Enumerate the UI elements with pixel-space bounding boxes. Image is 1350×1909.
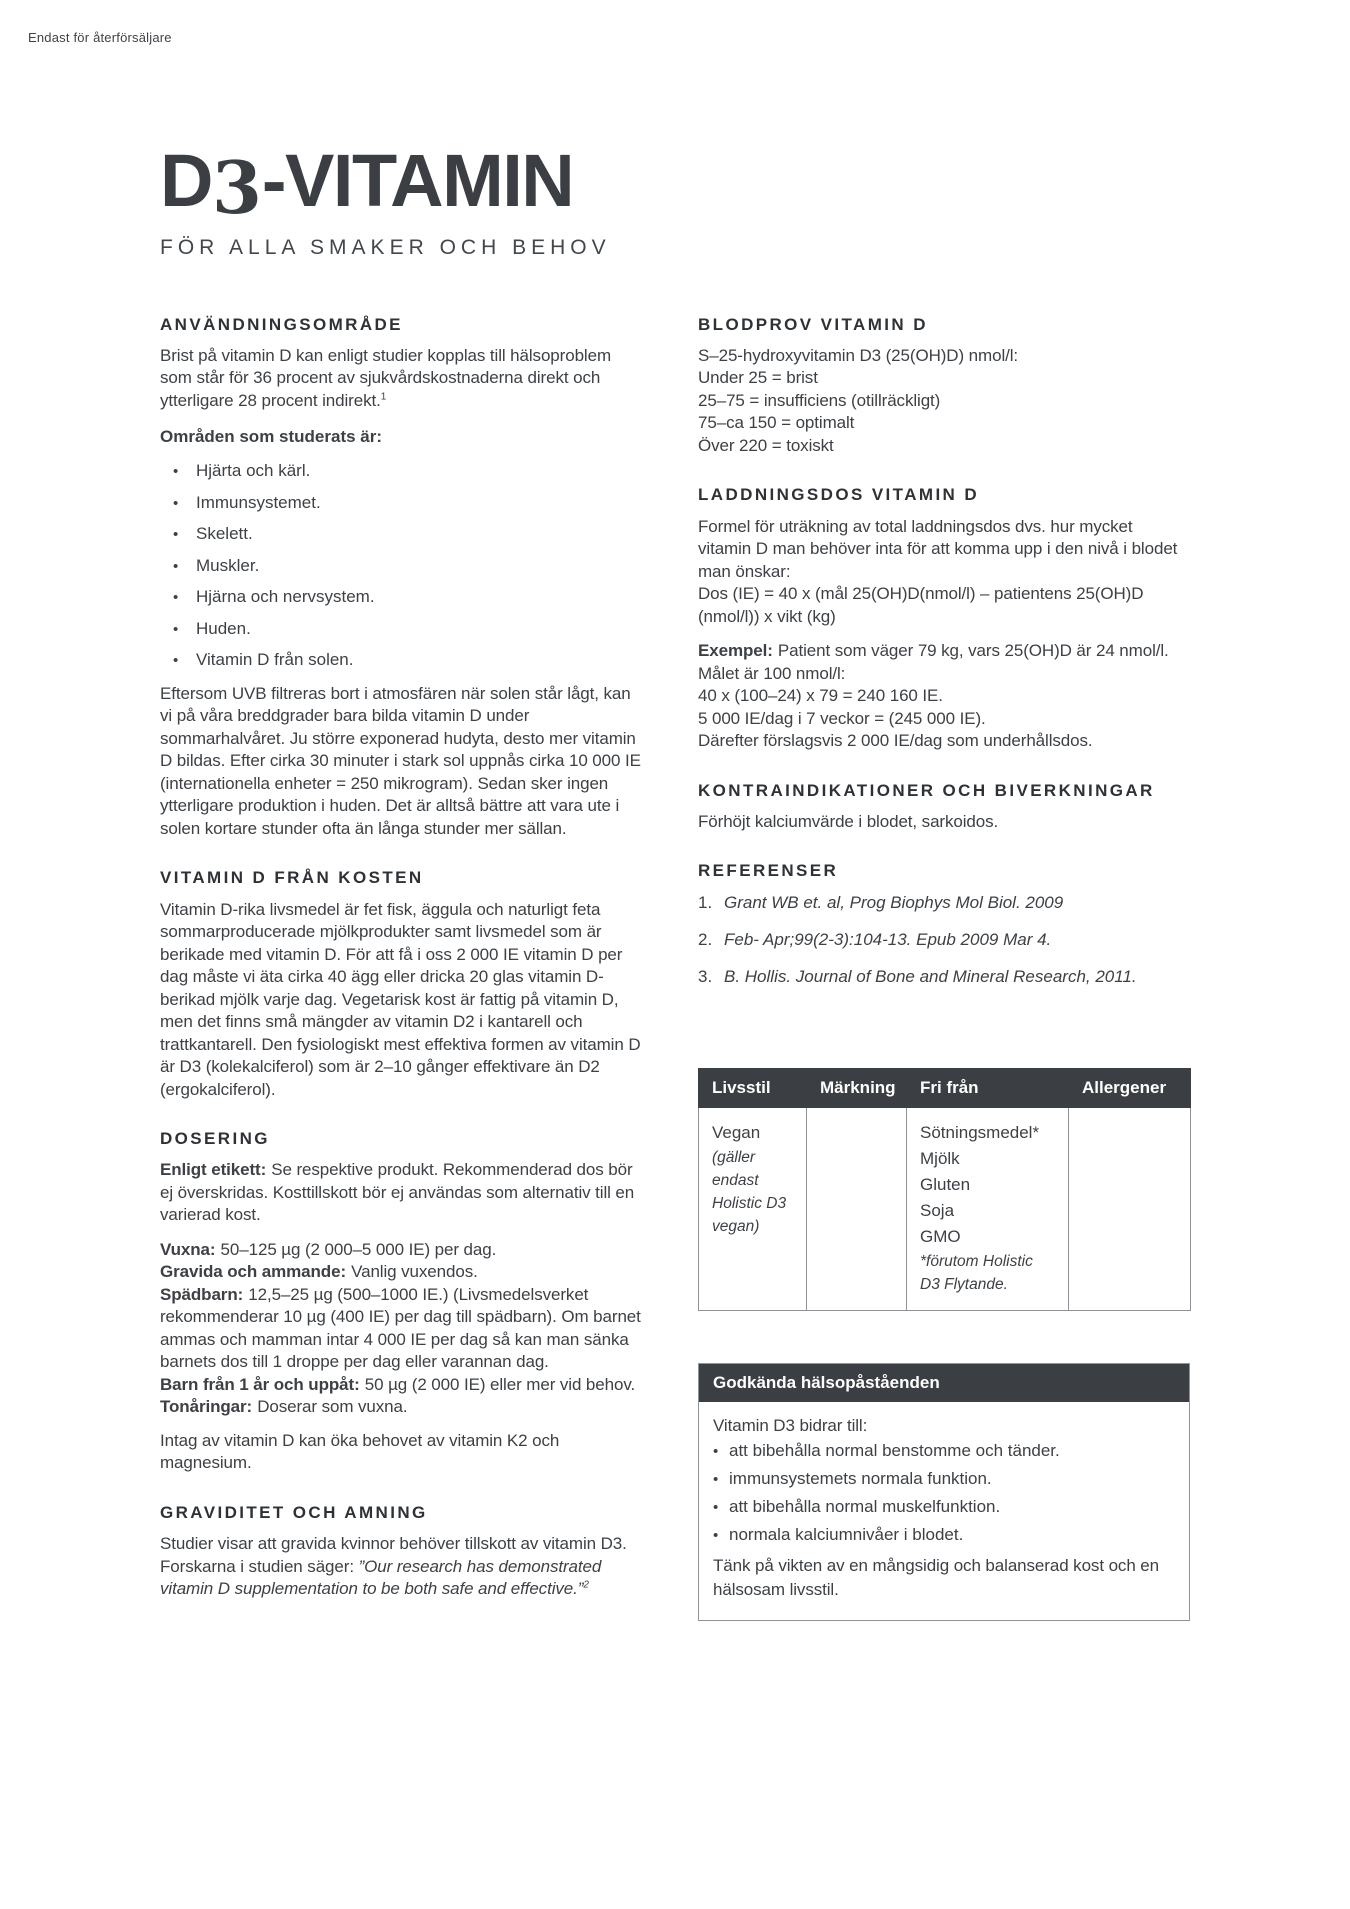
references-heading: REFERENSER [698, 861, 839, 881]
product-attributes-table [698, 1068, 1191, 1311]
cell-lifestyle [699, 1107, 807, 1310]
section-diet [160, 867, 646, 1101]
cell-marking [807, 1107, 907, 1310]
sun-paragraph: Eftersom UVB filtreras bort i atmosfären när solen står lågt, kan vi på våra breddgrader bara bilda vitamin D under sommarhalvåret. Ju större exponerad hudyta, desto mer vitamin D bildas. Efter cirka 30 minuter i stark sol uppnås cirka 10 000 IE (internationella enheter = 250 mikrogram). Sedan sker ingen ytterligare produktion i huden. Det är alltså bättre att vara ute i solen kortare stunder ofta än långa stunder mer sällan. [160, 683, 641, 838]
blood-test-line: S–25-hydroxyvitamin D3 (25(OH)D) nmol/l: [698, 345, 1019, 365]
health-claims-box [698, 1363, 1190, 1622]
list-item: • Skelett. [173, 523, 646, 547]
page-content [160, 139, 1190, 1621]
footnote-ref-2: 2 [583, 1579, 589, 1591]
diet-paragraph: Vitamin D-rika livsmedel är fet fisk, äggula och naturligt feta sommarproducerade mjölkprodukter samt livsmedel som är berikade med vitamin D. För att få i oss 2 000 IE vitamin D per dag måste vi äta cirka 40 ägg eller dricka 20 glas vitamin D-berikad mjölk varje dag. Vegetarisk kost är fattig på vitamin D, men det finns små mängder av vitamin D2 i kantarell och trattkantarell. Den fysiologiskt mest effektiva formen av vitamin D är D3 (kolekalciferol) som är 2–10 gånger effektivare än D2 (ergokalciferol). [160, 899, 641, 1099]
blood-test-line: Under 25 = brist [698, 368, 818, 388]
bullet-icon: • [173, 526, 179, 544]
dose-label: Tonåringar: [160, 1397, 253, 1417]
pregnancy-paragraph: Studier visar att gravida kvinnor behöver tillskott av vitamin D3. Forskarna i studien säger: ”Our research has demonstrated vitamin D supplementation to be both safe and effective.”$^2$ [160, 1534, 627, 1599]
lifestyle-value: Vegan [712, 1122, 761, 1142]
formula-intro: Formel för uträkning av total laddningsdos dvs. hur mycket vitamin D man behöver inta för att komma upp i den nivå i blodet man önskar: [698, 516, 1178, 581]
research-quote: ”Our research has demonstrated vitamin D supplementation to be both safe and effective.” [160, 1556, 602, 1599]
example-label: Exempel: [698, 641, 773, 661]
dose-label: Gravida och ammande: [160, 1262, 347, 1282]
reference-item [698, 929, 1190, 951]
reference-number: 3. [698, 966, 713, 986]
free-from-item: Sötningsmedel* [920, 1122, 1040, 1142]
column-header-allergener: Allergener [1069, 1068, 1191, 1107]
free-from-item: GMO [920, 1226, 961, 1246]
example-calculation [698, 685, 1190, 753]
example-line: Därefter förslagsvis 2 000 IE/dag som underhållsdos. [698, 731, 1093, 751]
dose-label: Enligt etikett: [160, 1160, 267, 1180]
list-item: • Muskler. [173, 555, 646, 579]
blood-test-line: 75–ca 150 = optimalt [698, 413, 855, 433]
reference-text: B. Hollis. Journal of Bone and Mineral Research, 2011. [724, 966, 1137, 986]
blood-test-line: 25–75 = insufficiens (otillräckligt) [698, 390, 941, 410]
claim-item: • att bibehålla normal muskelfunktion. [713, 1493, 1173, 1521]
two-column-layout [160, 314, 1190, 1622]
studied-areas-title: Områden som studerats är: [160, 427, 383, 447]
k2-note: Intag av vitamin D kan öka behovet av vitamin K2 och magnesium. [160, 1430, 560, 1473]
page-title [160, 139, 1190, 231]
list-item: • Hjärna och nervsystem. [173, 586, 646, 610]
page-subtitle: FÖR ALLA SMAKER OCH BEHOV [160, 235, 611, 259]
contraindications-text: Förhöjt kalciumvärde i blodet, sarkoidos. [698, 811, 999, 831]
dosage-heading: DOSERING [160, 1129, 270, 1149]
section-loading-dose [698, 484, 1190, 752]
bullet-icon: • [173, 620, 179, 638]
pregnancy-heading: GRAVIDITET OCH AMNING [160, 1502, 428, 1522]
bullet-icon: • [173, 589, 179, 607]
section-references [698, 860, 1190, 987]
usage-heading: ANVÄNDNINGSOMRÅDE [160, 314, 403, 334]
cell-free-from [907, 1107, 1069, 1310]
contraindications-heading: KONTRAINDIKATIONER OCH BIVERKNINGAR [698, 780, 1155, 800]
free-from-note: *förutom Holistic D3 Flytande. [920, 1252, 1033, 1293]
claim-item: • att bibehålla normal benstomme och tänder. [713, 1437, 1173, 1465]
list-item: • Hjärta och kärl. [173, 460, 646, 484]
reseller-note: Endast för återförsäljare [28, 30, 172, 45]
reference-text: Grant WB et. al, Prog Biophys Mol Biol. 2009 [724, 892, 1064, 912]
blood-test-values [698, 345, 1190, 458]
dose-row: Barn från 1 år och uppåt: 50 µg (2 000 IE) eller mer vid behov. [160, 1374, 636, 1394]
reference-list [698, 892, 1190, 988]
dose-label: Spädbarn: [160, 1284, 244, 1304]
formula: Dos (IE) = 40 x (mål 25(OH)D(nmol/l) – patientens 25(OH)D (nmol/l)) x vikt (kg) [698, 584, 1144, 626]
free-from-item: Mjölk [920, 1148, 960, 1168]
claim-item: • immunsystemets normala funktion. [713, 1465, 1173, 1493]
loading-dose-heading: LADDNINGSDOS VITAMIN D [698, 485, 980, 505]
bullet-icon: • [713, 1527, 719, 1545]
section-contraindications [698, 780, 1190, 834]
health-claims-heading: Godkända hälsopåståenden [699, 1364, 1189, 1402]
dosage-label-note: Enligt etikett: Se respektive produkt. Rekommenderad dos bör ej överskridas. Kosttillskott bör ej användas som alternativ till en varierad kost. [160, 1160, 635, 1225]
right-column [698, 314, 1190, 1622]
title-suffix: -VITAMIN [261, 139, 574, 222]
free-from-item: Gluten [920, 1174, 971, 1194]
bullet-icon: • [173, 652, 179, 670]
health-claims-body [699, 1402, 1189, 1621]
title-numeral: 3 [211, 146, 262, 231]
table-header-row [699, 1068, 1191, 1107]
example-paragraph: Exempel: Patient som väger 79 kg, vars 25(OH)D är 24 nmol/l. Målet är 100 nmol/l: [698, 641, 1169, 683]
dose-row: Vuxna: 50–125 µg (2 000–5 000 IE) per dag. [160, 1239, 497, 1259]
dose-row: Gravida och ammande: Vanlig vuxendos. [160, 1262, 478, 1282]
left-column [160, 314, 646, 1622]
bullet-icon: • [713, 1499, 719, 1517]
cell-allergens [1069, 1107, 1191, 1310]
list-item: • Vitamin D från solen. [173, 649, 646, 673]
list-item: • Immunsystemet. [173, 492, 646, 516]
reference-item [698, 892, 1190, 914]
health-claims-intro: Vitamin D3 bidrar till: [713, 1415, 868, 1435]
column-header-livsstil: Livsstil [699, 1068, 807, 1107]
table-row [699, 1107, 1191, 1310]
bullet-icon: • [173, 557, 179, 575]
column-header-fri-fran: Fri från [907, 1068, 1069, 1107]
dose-label: Vuxna: [160, 1239, 216, 1259]
title-prefix: D [160, 139, 212, 222]
bullet-icon: • [173, 463, 179, 481]
section-usage [160, 314, 646, 841]
example-line: 5 000 IE/dag i 7 veckor = (245 000 IE). [698, 708, 986, 728]
dose-list [160, 1239, 646, 1419]
section-blood-test [698, 314, 1190, 458]
diet-heading: VITAMIN D FRÅN KOSTEN [160, 868, 424, 888]
health-claims-outro: Tänk på vikten av en mångsidig och balanserad kost och en hälsosam livsstil. [713, 1556, 1160, 1600]
section-dosage [160, 1128, 646, 1475]
list-item: • Huden. [173, 618, 646, 642]
example-line: 40 x (100–24) x 79 = 240 160 IE. [698, 686, 943, 706]
studied-areas-list [160, 460, 646, 673]
reference-number: 1. [698, 892, 713, 912]
usage-intro [160, 345, 646, 413]
reference-text: Feb- Apr;99(2-3):104-13. Epub 2009 Mar 4. [724, 929, 1052, 949]
column-header-markning: Märkning [807, 1068, 907, 1107]
dose-row: Tonåringar: Doserar som vuxna. [160, 1397, 408, 1417]
claim-item: • normala kalciumnivåer i blodet. [713, 1521, 1173, 1549]
usage-intro-text: Brist på vitamin D kan enligt studier kopplas till hälsoproblem som står för 36 procent av sjukvårdskostnaderna direkt och ytterligare 28 procent indirekt. [160, 345, 612, 410]
blood-test-line: Över 220 = toxiskt [698, 435, 834, 455]
free-from-item: Soja [920, 1200, 955, 1220]
dose-label: Barn från 1 år och uppåt: [160, 1374, 360, 1394]
reference-number: 2. [698, 929, 713, 949]
bullet-icon: • [173, 494, 179, 512]
footnote-ref-1: 1 [380, 391, 387, 403]
bullet-icon: • [713, 1471, 719, 1489]
bullet-icon: • [713, 1443, 719, 1461]
lifestyle-note: (gäller endast Holistic D3 vegan) [712, 1148, 787, 1235]
health-claims-list [713, 1437, 1173, 1549]
dose-row: Spädbarn: 12,5–25 µg (500–1000 IE.) (Livsmedelsverket rekommenderar 10 µg (400 IE) per dag till spädbarn). Om barnet ammas och mamman intar 4 000 IE per dag så kan man sänka barnets dos till 1 droppe per dag eller varannan dag. [160, 1284, 641, 1372]
reference-item [698, 966, 1190, 988]
section-pregnancy [160, 1502, 646, 1601]
blood-test-heading: BLODPROV VITAMIN D [698, 314, 928, 334]
